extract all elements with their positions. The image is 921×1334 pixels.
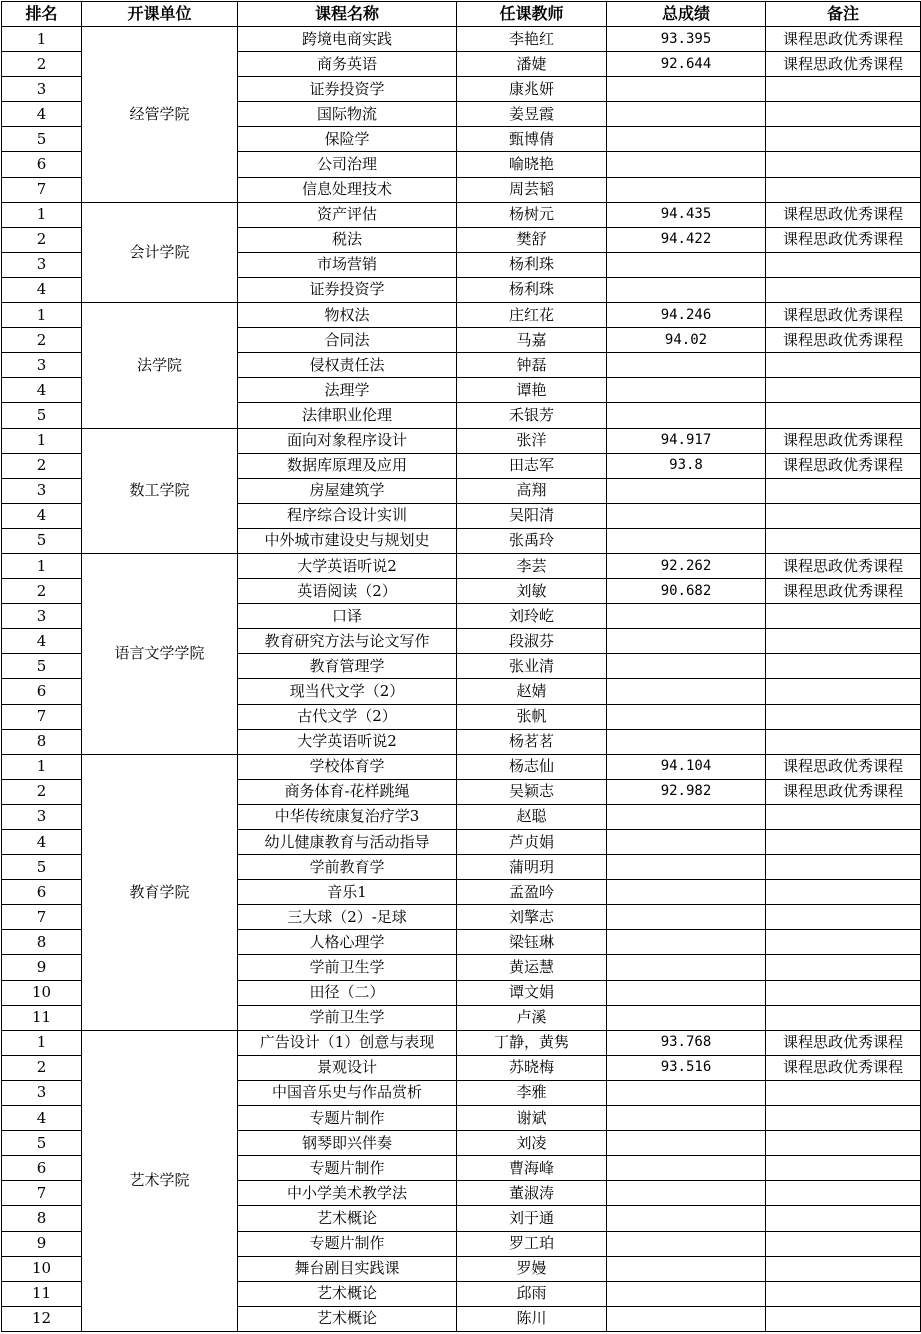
course-name-cell: 大学英语听说2 bbox=[238, 553, 457, 578]
rank-cell: 4 bbox=[2, 378, 82, 403]
remark-cell bbox=[766, 1156, 921, 1181]
teacher-cell: 谭艳 bbox=[457, 378, 607, 403]
course-name-cell: 公司治理 bbox=[238, 152, 457, 177]
score-cell bbox=[607, 503, 766, 528]
remark-cell bbox=[766, 604, 921, 629]
teacher-cell: 陈川 bbox=[457, 1306, 607, 1331]
score-cell bbox=[607, 980, 766, 1005]
remark-cell bbox=[766, 403, 921, 428]
score-cell bbox=[607, 378, 766, 403]
score-cell bbox=[607, 1106, 766, 1131]
rank-cell: 10 bbox=[2, 1256, 82, 1281]
teacher-cell: 康兆妍 bbox=[457, 77, 607, 102]
rank-cell: 3 bbox=[2, 478, 82, 503]
score-cell: 94.246 bbox=[607, 303, 766, 328]
teacher-cell: 樊舒 bbox=[457, 227, 607, 252]
course-name-cell: 专题片制作 bbox=[238, 1156, 457, 1181]
teacher-cell: 董淑涛 bbox=[457, 1181, 607, 1206]
remark-cell bbox=[766, 1181, 921, 1206]
teacher-cell: 赵聪 bbox=[457, 804, 607, 829]
rank-cell: 1 bbox=[2, 27, 82, 52]
teacher-cell: 姜昱霞 bbox=[457, 102, 607, 127]
teacher-cell: 李芸 bbox=[457, 553, 607, 578]
course-name-cell: 古代文学（2） bbox=[238, 704, 457, 729]
score-cell bbox=[607, 1231, 766, 1256]
rank-cell: 3 bbox=[2, 252, 82, 277]
remark-cell bbox=[766, 1281, 921, 1306]
score-cell bbox=[607, 127, 766, 152]
teacher-cell: 刘敏 bbox=[457, 579, 607, 604]
course-name-cell: 大学英语听说2 bbox=[238, 729, 457, 754]
course-name-cell: 法律职业伦理 bbox=[238, 403, 457, 428]
remark-cell bbox=[766, 1231, 921, 1256]
remark-cell: 课程思政优秀课程 bbox=[766, 453, 921, 478]
table-body bbox=[2, 27, 921, 1332]
remark-cell bbox=[766, 152, 921, 177]
course-ranking-table bbox=[1, 1, 921, 1332]
rank-cell: 1 bbox=[2, 754, 82, 779]
teacher-cell: 李雅 bbox=[457, 1080, 607, 1105]
remark-cell bbox=[766, 704, 921, 729]
course-name-cell: 学前卫生学 bbox=[238, 955, 457, 980]
teacher-cell: 杨利珠 bbox=[457, 277, 607, 302]
teacher-cell: 吴阳清 bbox=[457, 503, 607, 528]
rank-cell: 7 bbox=[2, 905, 82, 930]
rank-cell: 9 bbox=[2, 1231, 82, 1256]
header-row bbox=[2, 2, 921, 27]
department-cell: 数工学院 bbox=[82, 428, 238, 553]
score-cell bbox=[607, 629, 766, 654]
teacher-cell: 卢溪 bbox=[457, 1005, 607, 1030]
rank-cell: 3 bbox=[2, 604, 82, 629]
remark-cell bbox=[766, 980, 921, 1005]
score-cell bbox=[607, 403, 766, 428]
course-name-cell: 商务英语 bbox=[238, 52, 457, 77]
score-cell bbox=[607, 1181, 766, 1206]
rank-cell: 1 bbox=[2, 303, 82, 328]
table-row bbox=[2, 553, 921, 578]
score-cell bbox=[607, 353, 766, 378]
rank-cell: 4 bbox=[2, 1106, 82, 1131]
course-name-cell: 资产评估 bbox=[238, 202, 457, 227]
remark-cell bbox=[766, 930, 921, 955]
score-cell: 93.516 bbox=[607, 1055, 766, 1080]
rank-cell: 1 bbox=[2, 428, 82, 453]
remark-cell bbox=[766, 1131, 921, 1156]
teacher-cell: 杨树元 bbox=[457, 202, 607, 227]
rank-cell: 4 bbox=[2, 503, 82, 528]
course-name-cell: 侵权责任法 bbox=[238, 353, 457, 378]
rank-cell: 3 bbox=[2, 804, 82, 829]
header-remark: 备注 bbox=[766, 2, 921, 27]
header-teacher: 任课教师 bbox=[457, 2, 607, 27]
score-cell: 94.104 bbox=[607, 754, 766, 779]
rank-cell: 6 bbox=[2, 880, 82, 905]
teacher-cell: 钟磊 bbox=[457, 353, 607, 378]
teacher-cell: 邱雨 bbox=[457, 1281, 607, 1306]
remark-cell: 课程思政优秀课程 bbox=[766, 303, 921, 328]
course-name-cell: 市场营销 bbox=[238, 252, 457, 277]
course-name-cell: 程序综合设计实训 bbox=[238, 503, 457, 528]
score-cell bbox=[607, 102, 766, 127]
score-cell bbox=[607, 905, 766, 930]
remark-cell bbox=[766, 905, 921, 930]
remark-cell bbox=[766, 654, 921, 679]
remark-cell bbox=[766, 855, 921, 880]
remark-cell bbox=[766, 830, 921, 855]
course-name-cell: 田径（二） bbox=[238, 980, 457, 1005]
course-name-cell: 景观设计 bbox=[238, 1055, 457, 1080]
course-name-cell: 教育管理学 bbox=[238, 654, 457, 679]
score-cell bbox=[607, 177, 766, 202]
rank-cell: 2 bbox=[2, 1055, 82, 1080]
score-cell bbox=[607, 830, 766, 855]
rank-cell: 6 bbox=[2, 679, 82, 704]
remark-cell bbox=[766, 1106, 921, 1131]
remark-cell: 课程思政优秀课程 bbox=[766, 579, 921, 604]
course-name-cell: 专题片制作 bbox=[238, 1106, 457, 1131]
department-cell: 艺术学院 bbox=[82, 1030, 238, 1331]
teacher-cell: 潘婕 bbox=[457, 52, 607, 77]
teacher-cell: 张禹玲 bbox=[457, 528, 607, 553]
teacher-cell: 高翔 bbox=[457, 478, 607, 503]
score-cell bbox=[607, 604, 766, 629]
course-name-cell: 税法 bbox=[238, 227, 457, 252]
score-cell bbox=[607, 1281, 766, 1306]
course-name-cell: 学前教育学 bbox=[238, 855, 457, 880]
score-cell: 92.262 bbox=[607, 553, 766, 578]
header-rank: 排名 bbox=[2, 2, 82, 27]
course-name-cell: 英语阅读（2） bbox=[238, 579, 457, 604]
score-cell bbox=[607, 1131, 766, 1156]
score-cell: 94.435 bbox=[607, 202, 766, 227]
table-row bbox=[2, 202, 921, 227]
score-cell: 90.682 bbox=[607, 579, 766, 604]
score-cell bbox=[607, 528, 766, 553]
rank-cell: 4 bbox=[2, 629, 82, 654]
rank-cell: 5 bbox=[2, 528, 82, 553]
course-name-cell: 物权法 bbox=[238, 303, 457, 328]
table-row bbox=[2, 754, 921, 779]
teacher-cell: 庄红花 bbox=[457, 303, 607, 328]
remark-cell: 课程思政优秀课程 bbox=[766, 27, 921, 52]
course-name-cell: 证券投资学 bbox=[238, 77, 457, 102]
course-name-cell: 跨境电商实践 bbox=[238, 27, 457, 52]
remark-cell bbox=[766, 804, 921, 829]
score-cell bbox=[607, 855, 766, 880]
course-name-cell: 中华传统康复治疗学3 bbox=[238, 804, 457, 829]
rank-cell: 1 bbox=[2, 553, 82, 578]
teacher-cell: 杨利珠 bbox=[457, 252, 607, 277]
rank-cell: 5 bbox=[2, 654, 82, 679]
teacher-cell: 蒲明玥 bbox=[457, 855, 607, 880]
rank-cell: 3 bbox=[2, 77, 82, 102]
score-cell bbox=[607, 930, 766, 955]
score-cell bbox=[607, 252, 766, 277]
remark-cell: 课程思政优秀课程 bbox=[766, 1030, 921, 1055]
remark-cell bbox=[766, 353, 921, 378]
score-cell: 93.395 bbox=[607, 27, 766, 52]
rank-cell: 2 bbox=[2, 52, 82, 77]
teacher-cell: 孟盈吟 bbox=[457, 880, 607, 905]
teacher-cell: 苏晓梅 bbox=[457, 1055, 607, 1080]
rank-cell: 8 bbox=[2, 930, 82, 955]
teacher-cell: 马嘉 bbox=[457, 328, 607, 353]
teacher-cell: 张洋 bbox=[457, 428, 607, 453]
header-department: 开课单位 bbox=[82, 2, 238, 27]
teacher-cell: 禾银芳 bbox=[457, 403, 607, 428]
teacher-cell: 赵婧 bbox=[457, 679, 607, 704]
teacher-cell: 段淑芬 bbox=[457, 629, 607, 654]
teacher-cell: 刘玲屹 bbox=[457, 604, 607, 629]
score-cell bbox=[607, 880, 766, 905]
score-cell bbox=[607, 1306, 766, 1331]
header-course-name: 课程名称 bbox=[238, 2, 457, 27]
remark-cell bbox=[766, 729, 921, 754]
course-name-cell: 幼儿健康教育与活动指导 bbox=[238, 830, 457, 855]
remark-cell bbox=[766, 127, 921, 152]
course-name-cell: 法理学 bbox=[238, 378, 457, 403]
table-row bbox=[2, 27, 921, 52]
course-name-cell: 中国音乐史与作品赏析 bbox=[238, 1080, 457, 1105]
course-name-cell: 学校体育学 bbox=[238, 754, 457, 779]
course-name-cell: 三大球（2）-足球 bbox=[238, 905, 457, 930]
department-cell: 语言文学学院 bbox=[82, 553, 238, 754]
header-total-score: 总成绩 bbox=[607, 2, 766, 27]
teacher-cell: 芦贞娟 bbox=[457, 830, 607, 855]
teacher-cell: 丁静，黄隽 bbox=[457, 1030, 607, 1055]
course-name-cell: 钢琴即兴伴奏 bbox=[238, 1131, 457, 1156]
course-name-cell: 舞台剧目实践课 bbox=[238, 1256, 457, 1281]
teacher-cell: 喻晓艳 bbox=[457, 152, 607, 177]
remark-cell bbox=[766, 503, 921, 528]
remark-cell bbox=[766, 880, 921, 905]
score-cell bbox=[607, 729, 766, 754]
rank-cell: 4 bbox=[2, 277, 82, 302]
rank-cell: 5 bbox=[2, 127, 82, 152]
score-cell bbox=[607, 704, 766, 729]
rank-cell: 6 bbox=[2, 152, 82, 177]
rank-cell: 8 bbox=[2, 729, 82, 754]
course-name-cell: 学前卫生学 bbox=[238, 1005, 457, 1030]
rank-cell: 6 bbox=[2, 1156, 82, 1181]
rank-cell: 2 bbox=[2, 328, 82, 353]
score-cell: 93.8 bbox=[607, 453, 766, 478]
score-cell bbox=[607, 679, 766, 704]
remark-cell bbox=[766, 1080, 921, 1105]
teacher-cell: 杨茗茗 bbox=[457, 729, 607, 754]
remark-cell bbox=[766, 478, 921, 503]
course-name-cell: 艺术概论 bbox=[238, 1206, 457, 1231]
remark-cell bbox=[766, 629, 921, 654]
teacher-cell: 张业清 bbox=[457, 654, 607, 679]
course-name-cell: 人格心理学 bbox=[238, 930, 457, 955]
remark-cell: 课程思政优秀课程 bbox=[766, 227, 921, 252]
rank-cell: 3 bbox=[2, 1080, 82, 1105]
remark-cell bbox=[766, 177, 921, 202]
teacher-cell: 刘于通 bbox=[457, 1206, 607, 1231]
teacher-cell: 曹海峰 bbox=[457, 1156, 607, 1181]
course-name-cell: 商务体育-花样跳绳 bbox=[238, 779, 457, 804]
rank-cell: 2 bbox=[2, 779, 82, 804]
remark-cell bbox=[766, 679, 921, 704]
remark-cell bbox=[766, 1206, 921, 1231]
rank-cell: 2 bbox=[2, 579, 82, 604]
score-cell: 94.917 bbox=[607, 428, 766, 453]
teacher-cell: 杨志仙 bbox=[457, 754, 607, 779]
department-cell: 经管学院 bbox=[82, 27, 238, 203]
remark-cell: 课程思政优秀课程 bbox=[766, 202, 921, 227]
course-name-cell: 音乐1 bbox=[238, 880, 457, 905]
rank-cell: 1 bbox=[2, 202, 82, 227]
teacher-cell: 谢斌 bbox=[457, 1106, 607, 1131]
remark-cell bbox=[766, 528, 921, 553]
course-name-cell: 信息处理技术 bbox=[238, 177, 457, 202]
score-cell bbox=[607, 1206, 766, 1231]
remark-cell bbox=[766, 1005, 921, 1030]
score-cell bbox=[607, 1156, 766, 1181]
score-cell: 94.422 bbox=[607, 227, 766, 252]
remark-cell: 课程思政优秀课程 bbox=[766, 1055, 921, 1080]
rank-cell: 8 bbox=[2, 1206, 82, 1231]
score-cell bbox=[607, 654, 766, 679]
teacher-cell: 吴颖志 bbox=[457, 779, 607, 804]
remark-cell bbox=[766, 77, 921, 102]
score-cell bbox=[607, 478, 766, 503]
remark-cell: 课程思政优秀课程 bbox=[766, 754, 921, 779]
remark-cell: 课程思政优秀课程 bbox=[766, 553, 921, 578]
teacher-cell: 李艳红 bbox=[457, 27, 607, 52]
rank-cell: 10 bbox=[2, 980, 82, 1005]
rank-cell: 7 bbox=[2, 177, 82, 202]
remark-cell bbox=[766, 1256, 921, 1281]
score-cell bbox=[607, 152, 766, 177]
score-cell: 92.644 bbox=[607, 52, 766, 77]
rank-cell: 7 bbox=[2, 704, 82, 729]
table-row bbox=[2, 303, 921, 328]
remark-cell bbox=[766, 955, 921, 980]
rank-cell: 11 bbox=[2, 1005, 82, 1030]
course-name-cell: 中小学美术教学法 bbox=[238, 1181, 457, 1206]
course-name-cell: 面向对象程序设计 bbox=[238, 428, 457, 453]
rank-cell: 5 bbox=[2, 403, 82, 428]
score-cell bbox=[607, 277, 766, 302]
teacher-cell: 甄博倩 bbox=[457, 127, 607, 152]
remark-cell: 课程思政优秀课程 bbox=[766, 52, 921, 77]
teacher-cell: 刘凌 bbox=[457, 1131, 607, 1156]
department-cell: 法学院 bbox=[82, 303, 238, 428]
rank-cell: 4 bbox=[2, 830, 82, 855]
course-name-cell: 口译 bbox=[238, 604, 457, 629]
table-row bbox=[2, 1030, 921, 1055]
course-name-cell: 房屋建筑学 bbox=[238, 478, 457, 503]
course-name-cell: 证券投资学 bbox=[238, 277, 457, 302]
rank-cell: 9 bbox=[2, 955, 82, 980]
course-name-cell: 现当代文学（2） bbox=[238, 679, 457, 704]
remark-cell bbox=[766, 1306, 921, 1331]
teacher-cell: 黄运慧 bbox=[457, 955, 607, 980]
score-cell bbox=[607, 1256, 766, 1281]
rank-cell: 2 bbox=[2, 453, 82, 478]
teacher-cell: 罗嫚 bbox=[457, 1256, 607, 1281]
course-name-cell: 合同法 bbox=[238, 328, 457, 353]
teacher-cell: 谭文娟 bbox=[457, 980, 607, 1005]
remark-cell bbox=[766, 277, 921, 302]
rank-cell: 5 bbox=[2, 855, 82, 880]
course-name-cell: 艺术概论 bbox=[238, 1306, 457, 1331]
score-cell bbox=[607, 804, 766, 829]
rank-cell: 4 bbox=[2, 102, 82, 127]
course-name-cell: 专题片制作 bbox=[238, 1231, 457, 1256]
rank-cell: 7 bbox=[2, 1181, 82, 1206]
remark-cell: 课程思政优秀课程 bbox=[766, 428, 921, 453]
remark-cell bbox=[766, 102, 921, 127]
score-cell: 94.02 bbox=[607, 328, 766, 353]
score-cell: 92.982 bbox=[607, 779, 766, 804]
course-name-cell: 中外城市建设史与规划史 bbox=[238, 528, 457, 553]
rank-cell: 3 bbox=[2, 353, 82, 378]
course-name-cell: 教育研究方法与论文写作 bbox=[238, 629, 457, 654]
score-cell bbox=[607, 77, 766, 102]
rank-cell: 12 bbox=[2, 1306, 82, 1331]
teacher-cell: 梁钰琳 bbox=[457, 930, 607, 955]
score-cell bbox=[607, 1005, 766, 1030]
score-cell bbox=[607, 955, 766, 980]
score-cell bbox=[607, 1080, 766, 1105]
remark-cell: 课程思政优秀课程 bbox=[766, 779, 921, 804]
score-cell: 93.768 bbox=[607, 1030, 766, 1055]
remark-cell: 课程思政优秀课程 bbox=[766, 328, 921, 353]
teacher-cell: 罗工珀 bbox=[457, 1231, 607, 1256]
department-cell: 会计学院 bbox=[82, 202, 238, 302]
course-name-cell: 国际物流 bbox=[238, 102, 457, 127]
course-name-cell: 数据库原理及应用 bbox=[238, 453, 457, 478]
course-name-cell: 广告设计（1）创意与表现 bbox=[238, 1030, 457, 1055]
rank-cell: 1 bbox=[2, 1030, 82, 1055]
rank-cell: 2 bbox=[2, 227, 82, 252]
remark-cell bbox=[766, 252, 921, 277]
course-name-cell: 保险学 bbox=[238, 127, 457, 152]
table-row bbox=[2, 428, 921, 453]
department-cell: 教育学院 bbox=[82, 754, 238, 1030]
remark-cell bbox=[766, 378, 921, 403]
course-name-cell: 艺术概论 bbox=[238, 1281, 457, 1306]
teacher-cell: 田志军 bbox=[457, 453, 607, 478]
rank-cell: 11 bbox=[2, 1281, 82, 1306]
teacher-cell: 周芸韬 bbox=[457, 177, 607, 202]
teacher-cell: 张帆 bbox=[457, 704, 607, 729]
rank-cell: 5 bbox=[2, 1131, 82, 1156]
teacher-cell: 刘擎志 bbox=[457, 905, 607, 930]
